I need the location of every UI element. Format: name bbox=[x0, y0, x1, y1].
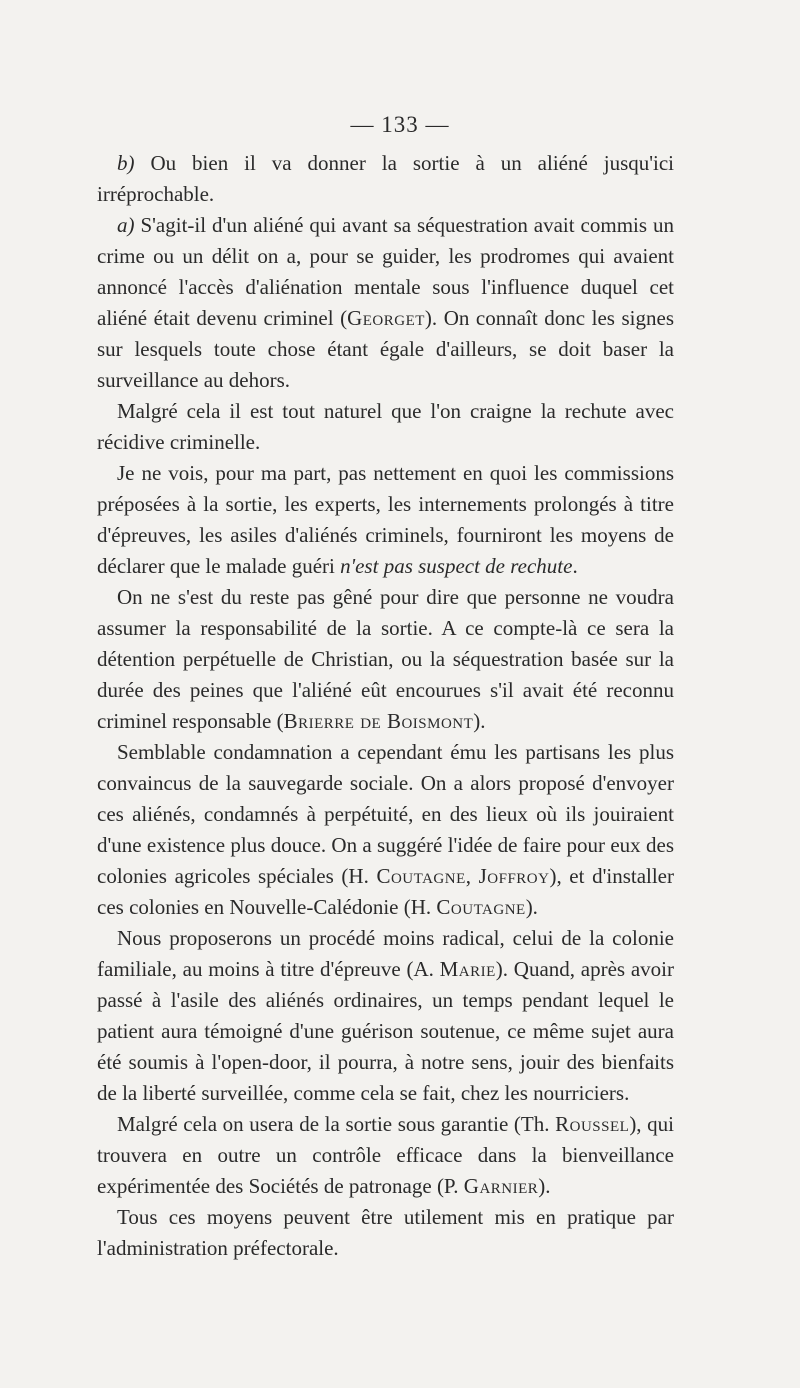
paragraph: Je ne vois, pour ma part, pas nettement en quoi les commissions préposées à la sortie, les experts, les internements prolongés à titre d'épreuves, les asiles d'aliénés criminels, fourniront les moyens de déclarer que le malade guéri n'est pas suspect de rechute. bbox=[97, 461, 674, 578]
paragraph: Semblable condamnation a cependant ému les partisans les plus convaincus de la sauvegarde sociale. On a alors proposé d'envoyer ces aliénés, condamnés à perpétuité, en des lieux où ils jouiraient d'une existence plus douce. On a suggéré l'idée de faire pour eux des colonies agricoles spéciales (H. Coutagne, Joffroy), et d'installer ces colonies en Nouvelle-Calédonie (H. Coutagne). bbox=[97, 740, 674, 919]
author-ref: Roussel bbox=[555, 1112, 630, 1136]
body-text bbox=[97, 148, 674, 1264]
author-ref: Joffroy bbox=[478, 864, 550, 888]
author-ref: Georget bbox=[347, 306, 425, 330]
author-ref: Brierre de Boismont bbox=[283, 709, 474, 733]
author-ref: Garnier bbox=[463, 1174, 539, 1198]
page-number: — 133 — bbox=[350, 112, 450, 137]
paragraph-a: a) S'agit-il d'un aliéné qui avant sa séquestration avait commis un crime ou un délit on a, pour se guider, les prodromes qui avaient annoncé l'accès d'aliénation mentale sous l'influence duquel cet aliéné était devenu criminel (Georget). On connaît donc les signes sur lesquels toute chose étant égale d'ailleurs, se doit baser la surveillance au dehors. bbox=[97, 213, 675, 392]
list-marker: b) bbox=[117, 151, 135, 175]
author-ref: Coutagne bbox=[436, 895, 526, 919]
paragraph: Nous proposerons un procédé moins radical, celui de la colonie familiale, au moins à titre d'épreuve (A. Marie). Quand, après avoir passé à l'asile des aliénés ordinaires, un temps pendant lequel le patient aura témoigné d'une guérison soutenue, ce même sujet aura été soumis à l'open-door, il pourra, à notre sens, jouir des bienfaits de la liberté surveillée, comme cela se fait, chez les nourriciers. bbox=[97, 926, 675, 1105]
italic-phrase: n'est pas suspect de rechute bbox=[340, 554, 573, 578]
list-marker: a) bbox=[117, 213, 135, 237]
paragraph: On ne s'est du reste pas gêné pour dire que personne ne voudra assumer la responsabilité de la sortie. A ce compte-là ce sera la détention perpétuelle de Christian, ou la séquestration basée sur la durée des peines que l'aliéné eût encourues s'il avait été reconnu criminel responsable (Brierre de Boismont). bbox=[97, 585, 674, 733]
paragraph: Malgré cela il est tout naturel que l'on craigne la rechute avec récidive criminelle. bbox=[97, 399, 674, 454]
author-ref: Coutagne bbox=[376, 864, 466, 888]
author-ref: Marie bbox=[439, 957, 496, 981]
paragraph-b: b) Ou bien il va donner la sortie à un aliéné jusqu'ici irréprochable. bbox=[97, 151, 675, 206]
paragraph: Tous ces moyens peuvent être utilement mis en pratique par l'administration préfectorale. bbox=[97, 1205, 674, 1260]
paragraph: Malgré cela on usera de la sortie sous garantie (Th. Roussel), qui trouvera en outre un contrôle efficace dans la bienveillance expérimentée des Sociétés de patronage (P. Garnier). bbox=[97, 1112, 675, 1198]
